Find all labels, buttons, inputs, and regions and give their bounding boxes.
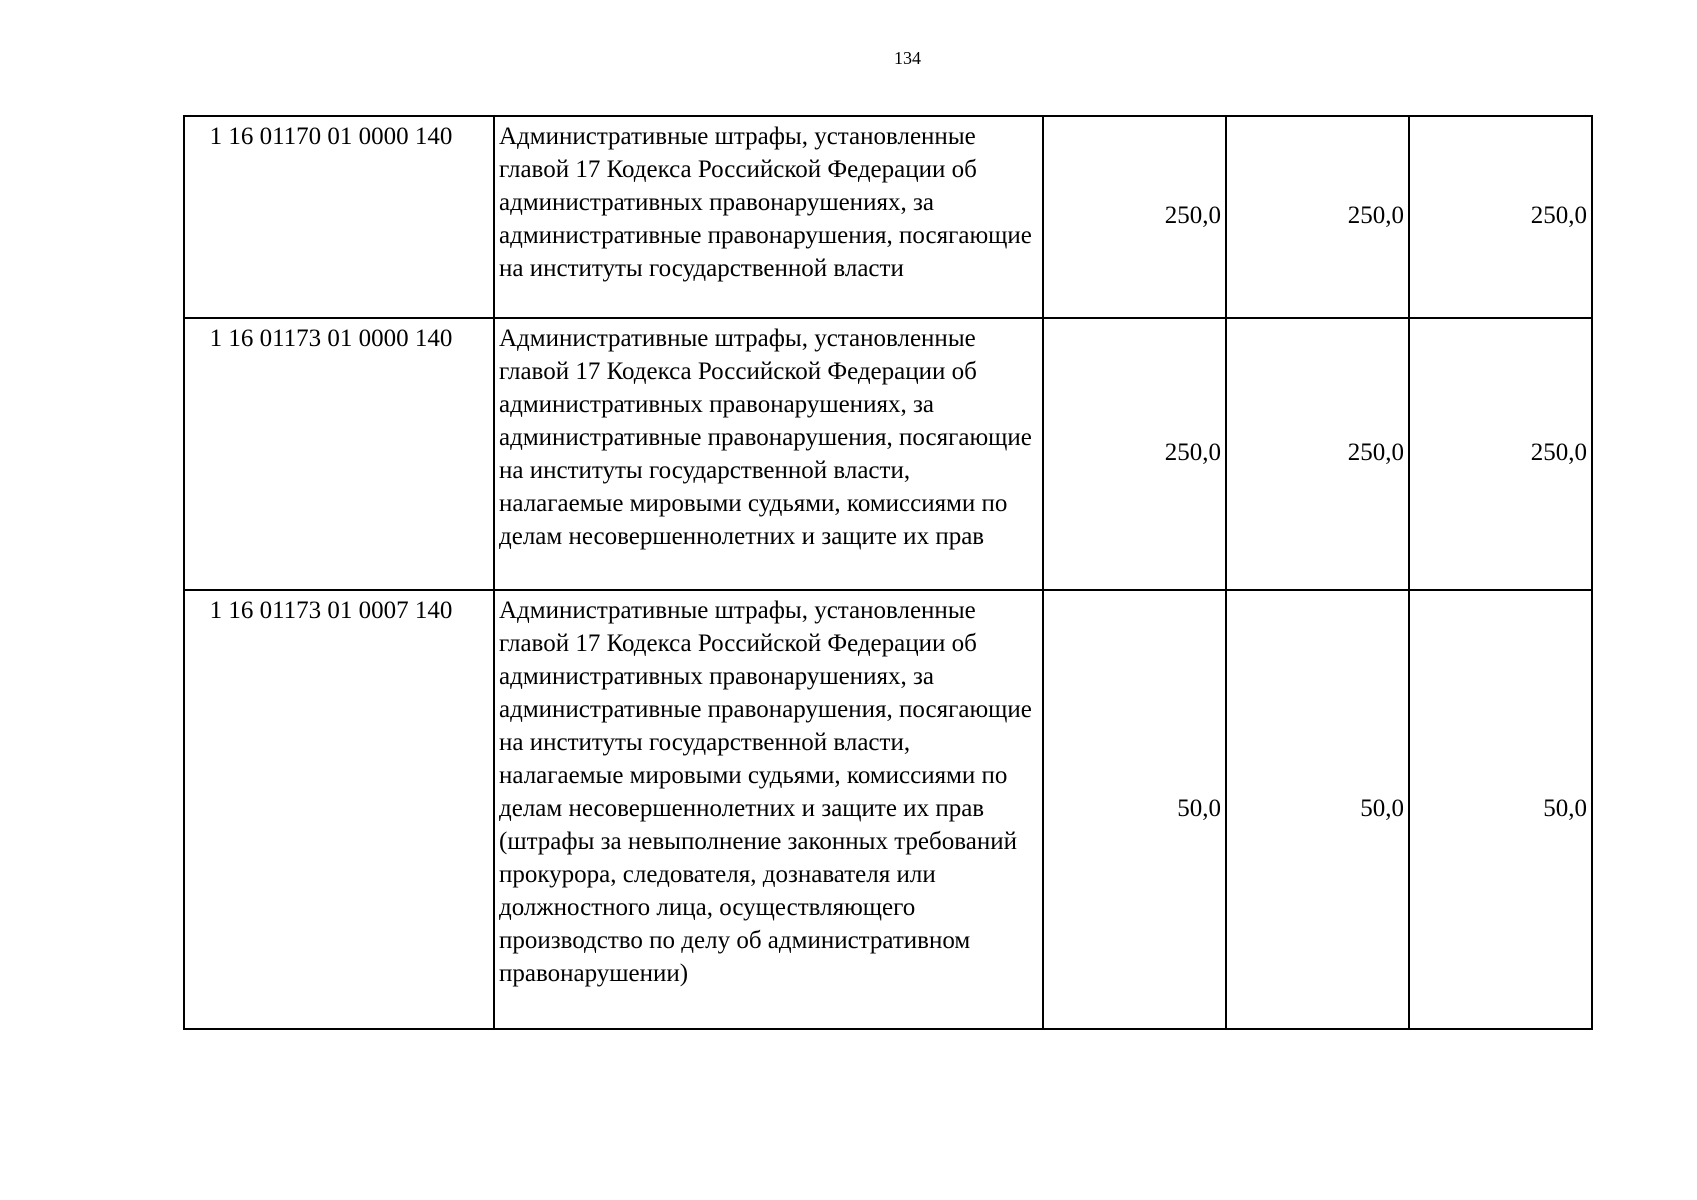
table-row xyxy=(184,318,1592,590)
amount-year-3: 250,0 xyxy=(1409,318,1592,590)
budget-classification-code: 1 16 01173 01 0000 140 xyxy=(184,318,494,590)
table-row xyxy=(184,590,1592,1029)
amount-year-2: 250,0 xyxy=(1226,116,1409,318)
revenue-description: Административные штрафы, установленные главой 17 Кодекса Российской Федерации об административных правонарушениях, за административные правонарушения, посягающие на институты государственной власти, налагаемые мировыми судьями, комиссиями по делам несовершеннолетних и защите их прав (штрафы за невыполнение законных требований прокурора, следователя, дознавателя или должностного лица, осуществляющего производство по делу об административном правонарушении) xyxy=(494,590,1043,1029)
revenue-description: Административные штрафы, установленные главой 17 Кодекса Российской Федерации об административных правонарушениях, за административные правонарушения, посягающие на институты государственной власти, налагаемые мировыми судьями, комиссиями по делам несовершеннолетних и защите их прав xyxy=(494,318,1043,590)
amount-year-1: 50,0 xyxy=(1043,590,1226,1029)
budget-classification-code: 1 16 01173 01 0007 140 xyxy=(184,590,494,1029)
revenue-description: Административные штрафы, установленные главой 17 Кодекса Российской Федерации об административных правонарушениях, за административные правонарушения, посягающие на институты государственной власти xyxy=(494,116,1043,318)
amount-year-3: 250,0 xyxy=(1409,116,1592,318)
amount-year-2: 50,0 xyxy=(1226,590,1409,1029)
amount-year-1: 250,0 xyxy=(1043,318,1226,590)
amount-year-1: 250,0 xyxy=(1043,116,1226,318)
budget-revenue-table xyxy=(183,115,1593,1030)
amount-year-3: 50,0 xyxy=(1409,590,1592,1029)
page-number: 134 xyxy=(894,48,921,68)
table-row xyxy=(184,116,1592,318)
amount-year-2: 250,0 xyxy=(1226,318,1409,590)
budget-classification-code: 1 16 01170 01 0000 140 xyxy=(184,116,494,318)
